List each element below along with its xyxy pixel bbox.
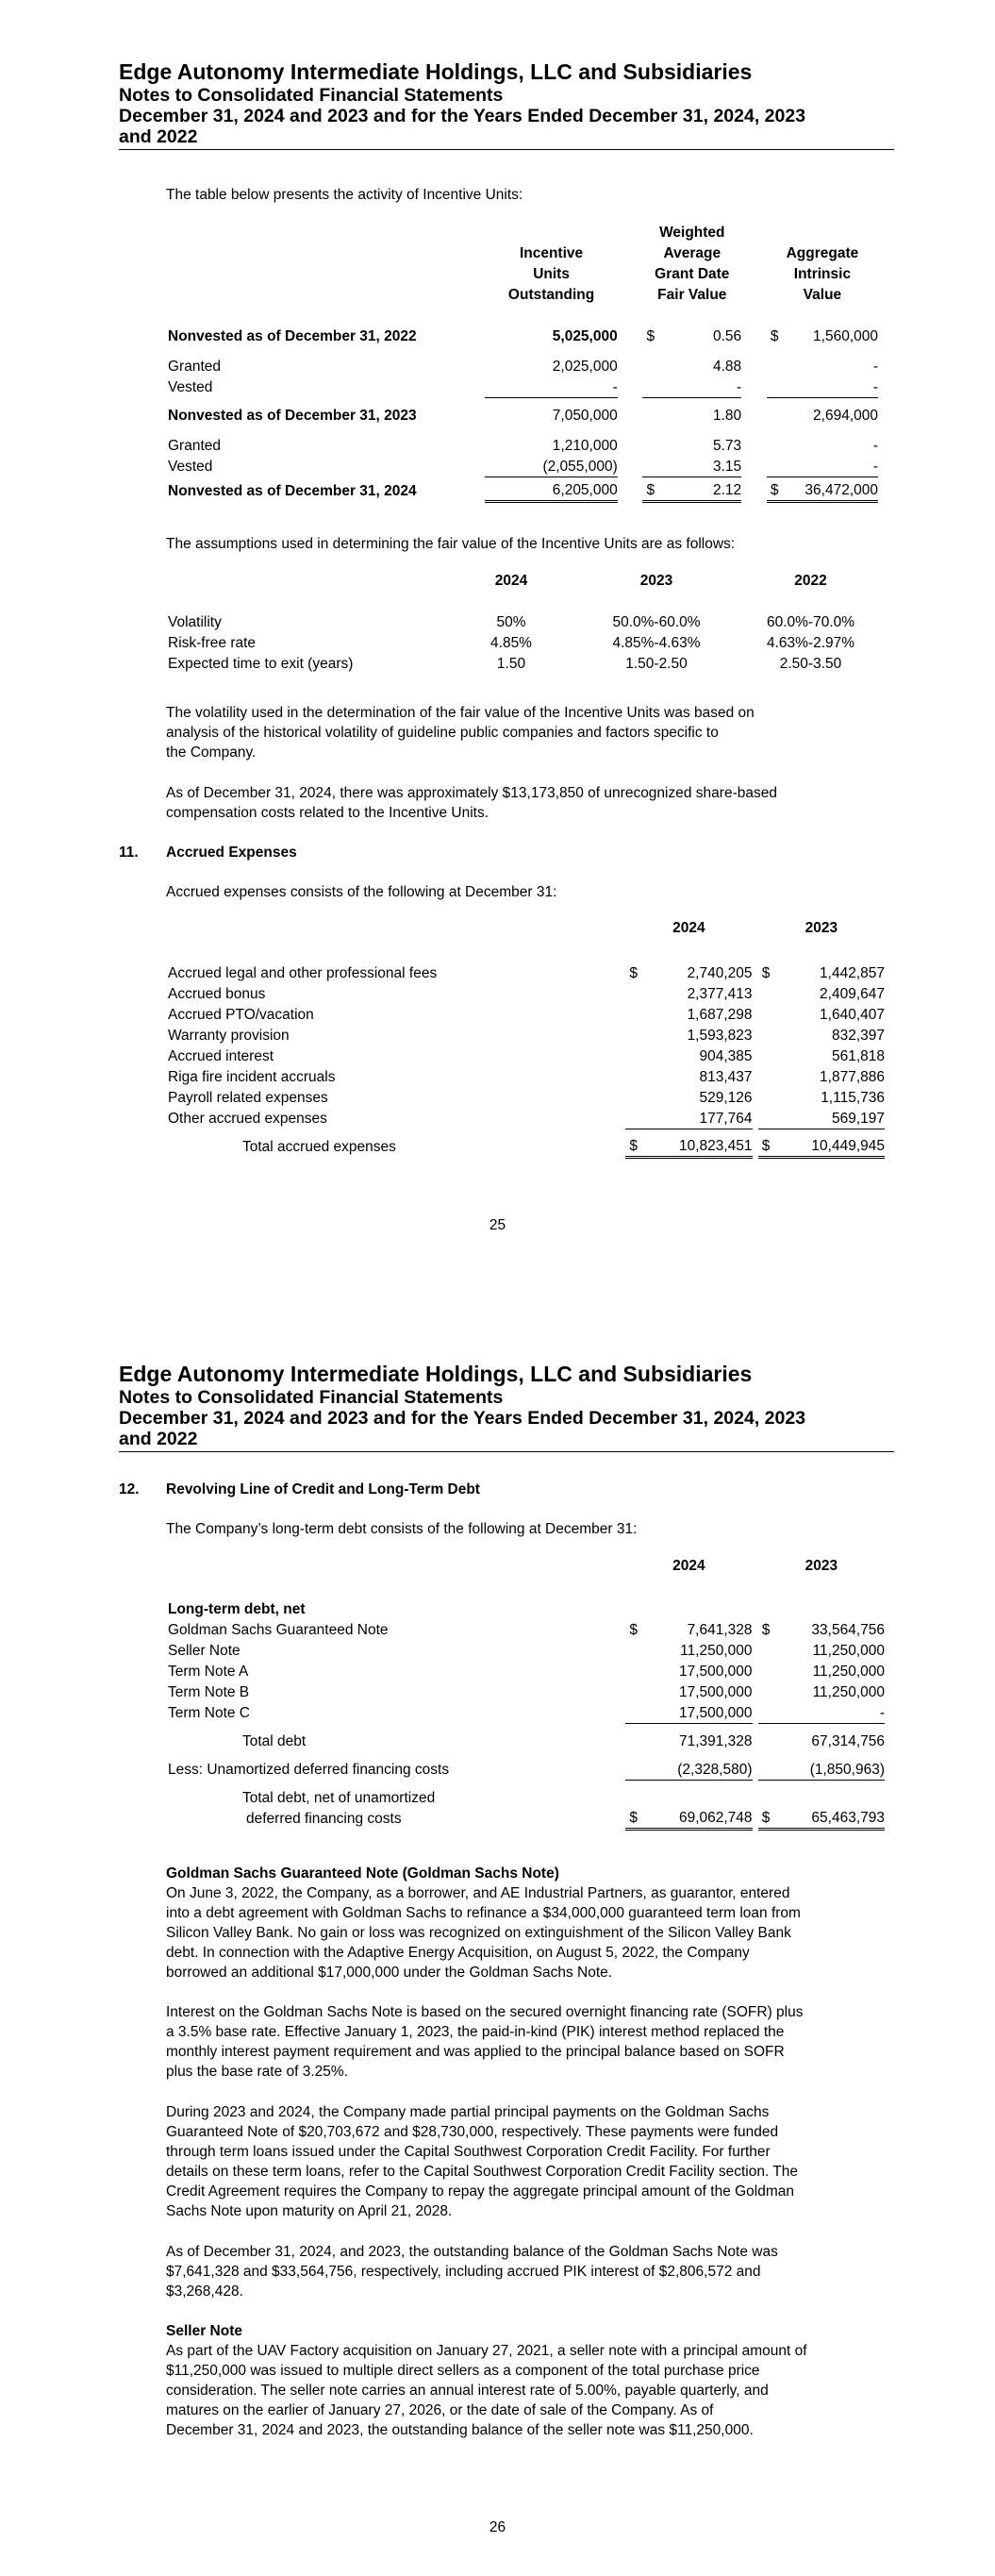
period-line-2: and 2022 <box>119 1429 198 1449</box>
company-title: Edge Autonomy Intermediate Holdings, LLC and Subsidiaries <box>119 59 753 84</box>
table-row: Term Note B 17,500,000 11,250,000 <box>168 1684 885 1700</box>
table-row: Volatility 50% 50.0%-60.0% 60.0%-70.0% <box>168 614 855 630</box>
section-12-title: Revolving Line of Credit and Long-Term Debt <box>166 1481 480 1497</box>
gs-interest-paragraph: Interest on the Goldman Sachs Note is based on the secured overnight financing rate (SOFR) plus a 3.5% base rate. Effective January 1, 2023, the paid-in-kind (PIK) interest method replaced the monthly interest payment requirement and was applied to the principal balance based on SOFR plus the base rate of 3.25%. <box>166 2004 804 2080</box>
gs-heading: Goldman Sachs Guaranteed Note (Goldman Sachs Note) <box>166 1865 559 1882</box>
debt-intro: The Company’s long-term debt consists of the following at December 31: <box>166 1521 638 1537</box>
goldman-sachs-section: Goldman Sachs Guaranteed Note (Goldman Sachs Note) On June 3, 2022, the Company, as a borrower, and AE Industrial Partners, as guarantor, entered into a debt agreement with Goldman Sachs to refinance a $34,000,000 guaranteed term loan from Silicon Valley Bank. No gain or loss was recognized on extinguishment of the Silicon Valley Bank debt. In connection with the Adaptive Energy Acquisition, on August 5, 2022, the Company borrowed an additional $17,000,000 under the Goldman Sachs Note. <box>166 1864 902 1982</box>
table-row: Vested (2,055,000) 3.15 - <box>168 456 878 477</box>
table-row: Nonvested as of December 31, 2024 6,205,000 $ 2.12 $ 36,472,000 <box>168 477 878 501</box>
accrued-intro: Accrued expenses consists of the following at December 31: <box>166 884 557 900</box>
table-row: Vested - - - <box>168 376 878 397</box>
table-row: Term Note C 17,500,000 - <box>168 1702 885 1723</box>
table-row: Risk-free rate 4.85% 4.85%-4.63% 4.63%-2.97% <box>168 635 855 651</box>
table-row: Payroll related expenses 529,126 1,115,736 <box>168 1090 885 1106</box>
table-row: Accrued legal and other professional fees $ 2,740,205 $ 1,442,857 <box>168 965 885 981</box>
section-11-title: Accrued Expenses <box>166 845 297 861</box>
table-row: Less: Unamortized deferred financing costs (2,328,580) (1,850,963) <box>168 1759 885 1780</box>
table-row: Other accrued expenses 177,764 569,197 <box>168 1108 885 1129</box>
page-number: 26 <box>489 2519 506 2535</box>
page-header <box>119 59 894 150</box>
report-subtitle: Notes to Consolidated Financial Statements <box>119 85 504 106</box>
table-row: Riga fire incident accruals 813,437 1,877,886 <box>168 1069 885 1085</box>
unrecognized-paragraph: As of December 31, 2024, there was approximately $13,173,850 of unrecognized share-based compensation costs related to the Incentive Units. <box>166 785 777 821</box>
volatility-paragraph: The volatility used in the determination of the fair value of the Incentive Units was based on analysis of the historical volatility of guideline public companies and factors specific to the Company. <box>166 705 755 761</box>
period-line-1: December 31, 2024 and 2023 and for the Years Ended December 31, 2024, 2023 <box>119 106 806 126</box>
units-col-header <box>485 222 617 243</box>
page-number: 25 <box>489 1217 506 1233</box>
table-row: Nonvested as of December 31, 2023 7,050,000 1.80 2,694,000 <box>168 408 878 424</box>
gs-payments-paragraph: During 2023 and 2024, the Company made partial principal payments on the Goldman Sachs Guaranteed Note of $20,703,672 and $28,730,000, respectively. These payments were funded through term loans issued under the Capital Southwest Corporation Credit Facility. For further details on these term loans, refer to the Capital Southwest Corporation Credit Facility section. The Credit Agreement requires the Company to repay the aggregate principal amount of the Goldman Sachs Note upon maturity on April 21, 2028. <box>166 2104 798 2219</box>
table-row: Granted 2,025,000 4.88 - <box>168 359 878 375</box>
table-row: deferred financing costs $ 69,062,748 $ 65,463,793 <box>246 1809 885 1827</box>
company-title: Edge Autonomy Intermediate Holdings, LLC and Subsidiaries <box>119 1362 753 1386</box>
report-subtitle: Notes to Consolidated Financial Statements <box>119 1387 504 1408</box>
table-row: Accrued interest 904,385 561,818 <box>168 1048 885 1064</box>
gs-balance-paragraph: As of December 31, 2024, and 2023, the outstanding balance of the Goldman Sachs Note was $7,641,328 and $33,564,756, respectively, including accrued PIK interest of $2,806,572 and $3,268,428. <box>166 2244 778 2300</box>
table-row: Seller Note 11,250,000 11,250,000 <box>168 1643 885 1659</box>
period-line-1: December 31, 2024 and 2023 and for the Years Ended December 31, 2024, 2023 <box>119 1408 806 1429</box>
table-row: Term Note A 17,500,000 11,250,000 <box>168 1664 885 1680</box>
debt-group-label: Long-term debt, net <box>168 1601 306 1617</box>
table-row: Nonvested as of December 31, 2022 5,025,000 $ 0.56 $ 1,560,000 <box>168 328 878 344</box>
section-11-number: 11. <box>119 845 139 861</box>
table-row: Accrued PTO/vacation 1,687,298 1,640,407 <box>168 1007 885 1023</box>
accrued-expenses-table: 2024 2023 Accrued legal and other professional fees $ 2,740,205 $ 1,442,857 Accrued bonus 2,377,413 2,409,647 Accrued PTO/vacation 1,687,298 1,640,407 Warranty provision 1,593,823 832,397 Accrued interest 904,385 561,818 Riga fire incident accruals 813,437 1,877,886 Payroll related expenses 529,126 1,115,736 Other accrued expenses 177,764 569,197 Total accrued expenses $ 10,823,451 $ 10,449,945 <box>168 920 885 1155</box>
incentive-units-table: Weighted Incentive Average Aggregate Units Grant Date Intrinsic Outstanding Fair Value Value Nonvested as of December 31, 2022 5,025,000 $ 0.56 $ 1,560,000 Granted 2,025,000 4.88 - Vested - - - Nonvested as of December 31, 2023 7,050,000 1.80 2,694,000 Granted 1,210,000 5.73 - Vested (2,055,000) 3.15 - Nonvested as of December 31, 2024 6,205,000 $ 2.12 $ 36,472,000 <box>168 222 878 503</box>
table-row: Goldman Sachs Guaranteed Note $ 7,641,328 $ 33,564,756 <box>168 1622 885 1638</box>
assumptions-intro: The assumptions used in determining the fair value of the Incentive Units are as follows: <box>166 536 736 552</box>
section-12-number: 12. <box>119 1481 140 1497</box>
table-row: Accrued bonus 2,377,413 2,409,647 <box>168 986 885 1002</box>
seller-note-section: Seller Note As part of the UAV Factory acquisition on January 27, 2021, a seller note with a principal amount of $11,250,000 was issued to multiple direct sellers as a component of the total purchase price consideration. The seller note carries an annual interest rate of 5.00%, payable quarterly, and matures on the earlier of January 27, 2026, or the date of sale of the Company. As of December 31, 2024 and 2023, the outstanding balance of the seller note was $11,250,000. <box>166 2321 911 2440</box>
page-26 <box>0 1288 995 2576</box>
table-row: Total accrued expenses $ 10,823,451 $ 10,449,945 <box>168 1129 885 1157</box>
page-header <box>119 1361 894 1452</box>
table-row: Expected time to exit (years) 1.50 1.50-2.50 2.50-3.50 <box>168 656 842 672</box>
long-term-debt-table: 2024 2023 Long-term debt, net Goldman Sachs Guaranteed Note $ 7,641,328 $ 33,564,756 Seller Note 11,250,000 11,250,000 Term Note A 17,500,000 11,250,000 Term Note B 17,500,000 11,250,000 Term Note C 17,500,000 - Total debt 71,391,328 67,314,756 Less: Unamortized deferred financing costs (2,328,580) (1,850,963) Total debt, net of unamortized deferred financing costs $ 69,062,748 $ 65,463,793 <box>168 1558 885 1827</box>
table-row: Warranty provision 1,593,823 832,397 <box>168 1028 885 1044</box>
table-row: Granted 1,210,000 5.73 - <box>168 438 878 454</box>
assumptions-table: 2024 2023 2022 Volatility 50% 50.0%-60.0% 60.0%-70.0% Risk-free rate 4.85% 4.85%-4.63% 4.63%-2.97% Expected time to exit (years) 1.50 1.50-2.50 2.50-3.50 <box>168 570 878 674</box>
units-intro: The table below presents the activity of Incentive Units: <box>166 187 523 203</box>
seller-heading: Seller Note <box>166 2323 242 2339</box>
table-row: Total debt 71,391,328 67,314,756 <box>242 1733 885 1749</box>
period-line-2: and 2022 <box>119 126 198 147</box>
